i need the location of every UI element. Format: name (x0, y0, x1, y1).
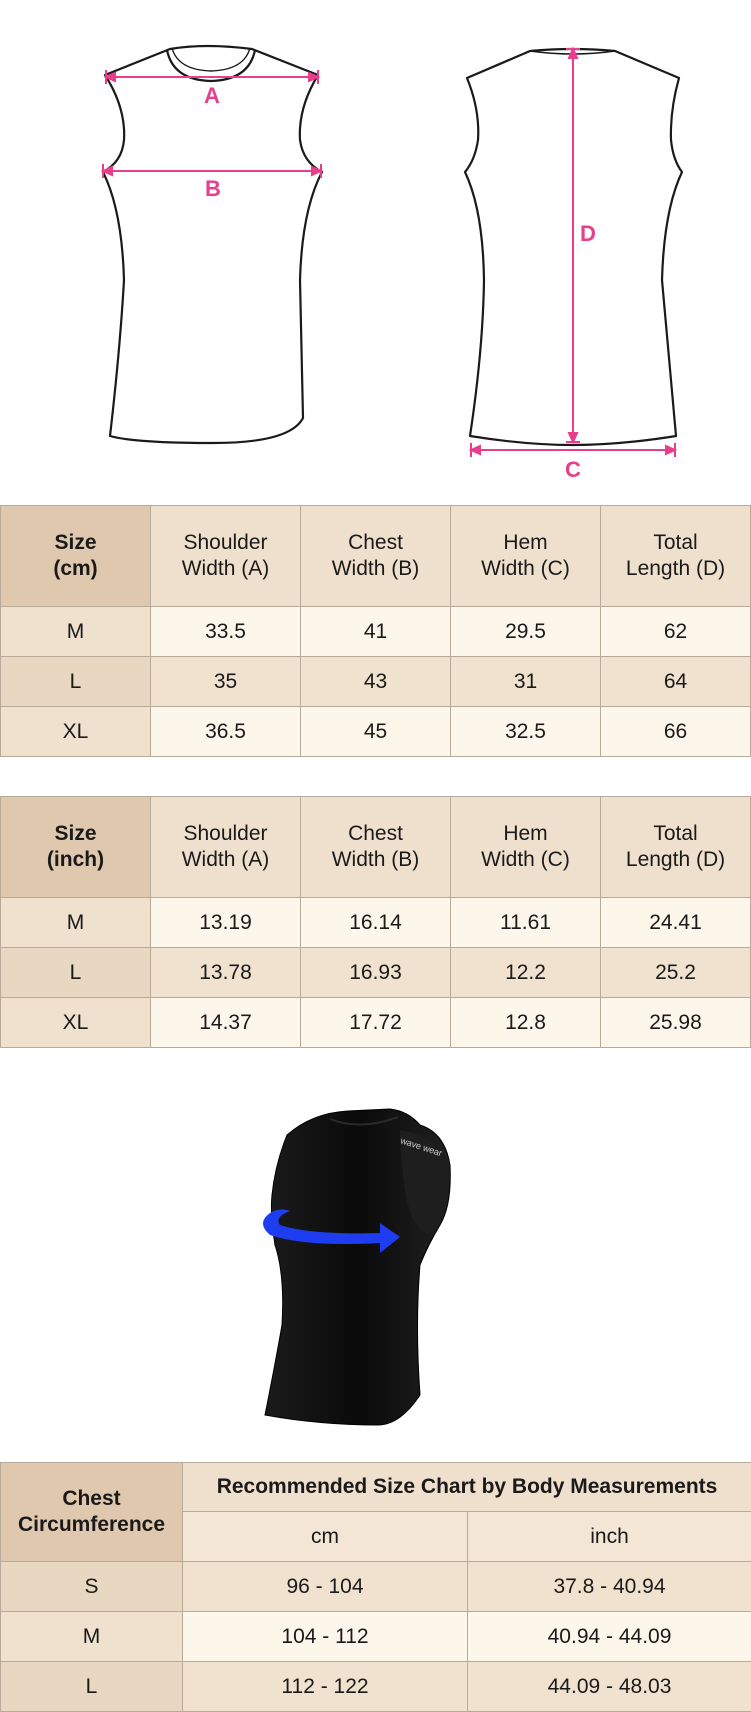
header-line: Width (A) (181, 557, 270, 580)
table-cell: 25.2 (601, 948, 751, 998)
table-cell: 43 (301, 657, 451, 707)
size-label: S (1, 1562, 183, 1612)
unit-inch: inch (468, 1512, 751, 1562)
table-cell: 37.8 - 40.94 (468, 1562, 751, 1612)
table-cell: 17.72 (301, 998, 451, 1048)
table-cell: 62 (601, 607, 751, 657)
table-cell: 25.98 (601, 998, 751, 1048)
header-total-length (601, 797, 751, 898)
label-c: C (565, 457, 581, 482)
size-label: M (1, 607, 151, 657)
table-cell: 112 - 122 (183, 1662, 468, 1712)
header-line: (cm) (53, 557, 98, 580)
header-line: Length (D) (625, 557, 726, 580)
header-line: Size (54, 822, 97, 845)
label-d: D (580, 221, 596, 246)
header-size-inch (1, 797, 151, 898)
header-size-cm (1, 506, 151, 607)
size-table-inch (0, 796, 751, 1048)
table-row (1, 948, 751, 998)
size-label: L (1, 657, 151, 707)
table-cell: 35 (151, 657, 301, 707)
header-line: Total (653, 822, 698, 845)
brand-text: wave wear (399, 1135, 444, 1159)
table-header-row (1, 506, 751, 607)
header-total-length (601, 506, 751, 607)
table-cell: 32.5 (451, 707, 601, 757)
header-line: (inch) (46, 848, 105, 871)
table-cell: 29.5 (451, 607, 601, 657)
table-cell: 104 - 112 (183, 1612, 468, 1662)
product-photo-black-tank (250, 1095, 510, 1430)
table-header-row (1, 797, 751, 898)
label-a: A (204, 83, 220, 108)
table-row (1, 998, 751, 1048)
header-chest-circumference (1, 1463, 183, 1562)
table-cell: 12.8 (451, 998, 601, 1048)
table-cell: 64 (601, 657, 751, 707)
table-row (1, 707, 751, 757)
header-chest-width (301, 506, 451, 607)
table-cell: 40.94 - 44.09 (468, 1612, 751, 1662)
header-line: Width (A) (181, 848, 270, 871)
table-row (1, 607, 751, 657)
table-cell: 66 (601, 707, 751, 757)
header-chest-width (301, 797, 451, 898)
table-cell: 36.5 (151, 707, 301, 757)
label-b: B (205, 176, 221, 201)
table-row (1, 898, 751, 948)
header-hem-width (451, 797, 601, 898)
garment-measurement-diagram (0, 0, 751, 500)
unit-cm: cm (183, 1512, 468, 1562)
table-cell: 11.61 (451, 898, 601, 948)
header-line: Shoulder (183, 531, 268, 554)
table-cell: 31 (451, 657, 601, 707)
table-cell: 41 (301, 607, 451, 657)
header-line: Width (B) (331, 848, 420, 871)
table-cell: 16.93 (301, 948, 451, 998)
header-line: Circumference (17, 1513, 166, 1536)
table-cell: 96 - 104 (183, 1562, 468, 1612)
table-row (1, 1662, 751, 1712)
header-line: Total (653, 531, 698, 554)
header-line: Shoulder (183, 822, 268, 845)
header-line: Hem (503, 822, 548, 845)
header-shoulder-width (151, 797, 301, 898)
size-label: L (1, 1662, 183, 1712)
recommended-size-table (0, 1462, 751, 1712)
table-cell: 33.5 (151, 607, 301, 657)
header-line: Chest (348, 822, 403, 845)
table-cell: 45 (301, 707, 451, 757)
header-line: Width (B) (331, 557, 420, 580)
length-measure-line (566, 49, 580, 442)
table-cell: 24.41 (601, 898, 751, 948)
header-shoulder-width (151, 506, 301, 607)
size-table-cm (0, 505, 751, 757)
table-cell: 14.37 (151, 998, 301, 1048)
header-line: Hem (503, 531, 548, 554)
recommend-table-title: Recommended Size Chart by Body Measurements (183, 1463, 751, 1512)
header-line: Width (C) (481, 557, 570, 580)
table-cell: 13.78 (151, 948, 301, 998)
header-line: Chest (62, 1487, 121, 1510)
size-label: M (1, 898, 151, 948)
table-cell: 13.19 (151, 898, 301, 948)
size-label: M (1, 1612, 183, 1662)
table-row (1, 657, 751, 707)
size-label: XL (1, 707, 151, 757)
table-cell: 16.14 (301, 898, 451, 948)
header-line: Length (D) (625, 848, 726, 871)
table-cell: 44.09 - 48.03 (468, 1662, 751, 1712)
header-line: Width (C) (481, 848, 570, 871)
size-label: L (1, 948, 151, 998)
header-line: Chest (348, 531, 403, 554)
table-header-row (1, 1463, 751, 1512)
header-hem-width (451, 506, 601, 607)
table-row (1, 1562, 751, 1612)
size-label: XL (1, 998, 151, 1048)
table-row (1, 1612, 751, 1662)
table-cell: 12.2 (451, 948, 601, 998)
header-line: Size (54, 531, 97, 554)
